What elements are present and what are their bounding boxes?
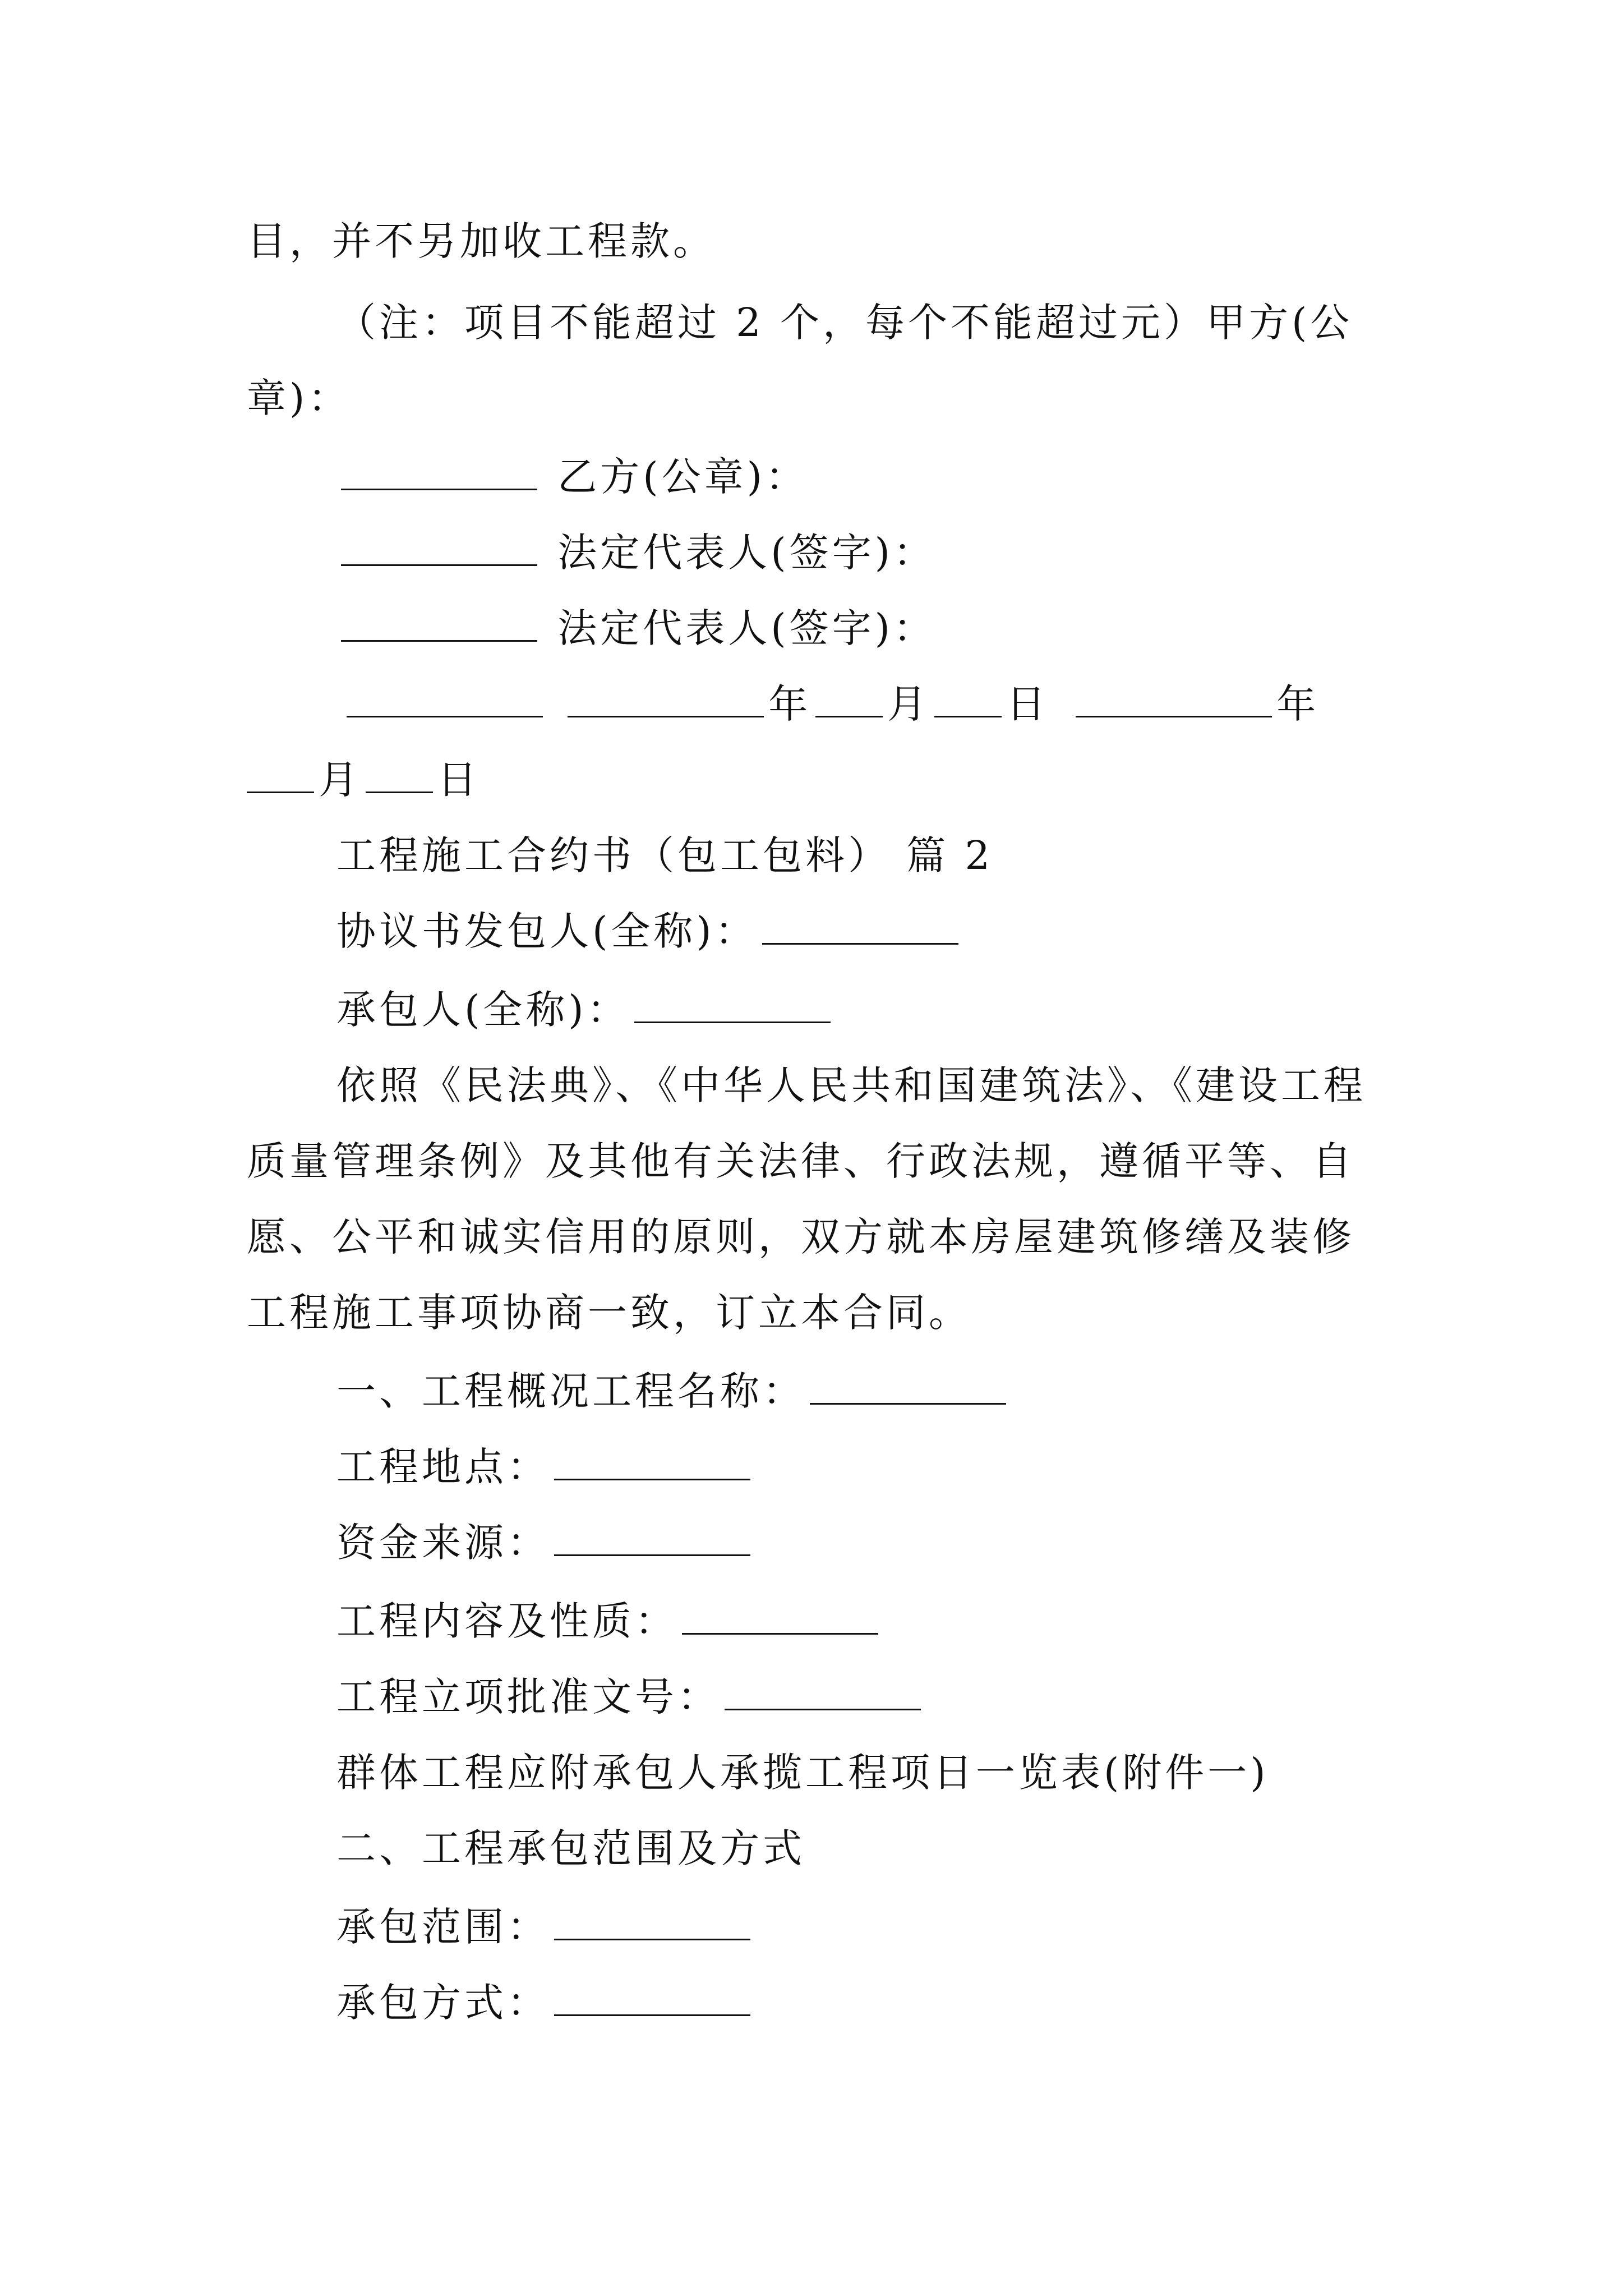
text: 日 — [437, 757, 480, 803]
text-line — [336, 1596, 883, 1646]
text: （注：项目不能超过 2 个，每个不能超过元）甲方(公 — [336, 300, 1353, 346]
text-line — [336, 1977, 755, 2028]
blank-field — [634, 987, 831, 1023]
blank-field — [725, 1674, 921, 1710]
text-line — [336, 1902, 755, 1952]
text: 工程施工事项协商一致，订立本合同。 — [247, 1290, 971, 1336]
text-line — [336, 1442, 755, 1492]
blank-field — [341, 530, 537, 566]
text: 愿、公平和诚实信用的原则，双方就本房屋建筑修缮及装修 — [247, 1214, 1355, 1260]
text: 章)： — [247, 375, 351, 421]
section-title — [336, 830, 993, 881]
text: 质量管理条例》及其他有关法律、行政法规，遵循平等、自 — [247, 1138, 1355, 1184]
text: 承包方式： — [336, 1980, 550, 2026]
blank-field — [554, 1980, 750, 2016]
text-line — [336, 1747, 1269, 1798]
text: 承包人(全称)： — [336, 987, 630, 1033]
text: 月 — [319, 757, 361, 803]
signature-line — [336, 527, 936, 578]
text-line — [336, 1517, 755, 1568]
text: 法定代表人(签字)： — [557, 605, 936, 651]
blank-field — [366, 757, 433, 793]
blank-field — [810, 1368, 1006, 1405]
text: 月 — [887, 681, 930, 727]
text: 工程内容及性质： — [336, 1598, 677, 1644]
paragraph-line — [247, 1212, 1355, 1262]
text: 日 — [1006, 681, 1049, 727]
signature-line — [336, 603, 936, 654]
text: 工程立项批准文号： — [336, 1674, 720, 1720]
text: 承包范围： — [336, 1904, 550, 1950]
text-line — [336, 297, 1353, 348]
blank-field — [682, 1598, 878, 1635]
section-title — [336, 1823, 805, 1874]
blank-field — [762, 908, 958, 945]
blank-field — [341, 605, 537, 642]
blank-field — [247, 757, 314, 793]
paragraph-line — [247, 1287, 971, 1338]
paragraph-line — [336, 1060, 1366, 1111]
text: 资金来源： — [336, 1520, 550, 1566]
text: 目，并不另加收工程款。 — [247, 218, 716, 264]
signature-line — [336, 452, 808, 502]
text-line — [247, 373, 351, 424]
text: 工程地点： — [336, 1444, 550, 1490]
text: 协议书发包人(全称)： — [336, 908, 758, 954]
text-line — [336, 906, 963, 956]
blank-field — [1076, 681, 1272, 717]
blank-field — [341, 454, 537, 490]
text-line — [336, 984, 835, 1035]
text-line — [336, 1366, 1011, 1416]
text: 年 — [768, 681, 811, 727]
text: 法定代表人(签字)： — [557, 530, 936, 576]
blank-field — [554, 1904, 750, 1940]
text: 工程施工合约书（包工包料） 篇 2 — [336, 832, 994, 878]
text-line — [247, 216, 716, 266]
text: 依照《民法典》、《中华人民共和国建筑法》、《建设工程 — [336, 1062, 1366, 1108]
blank-field — [934, 681, 1002, 717]
text: 一、工程概况工程名称： — [336, 1368, 805, 1414]
text: 乙方(公章)： — [557, 454, 808, 500]
text: 年 — [1276, 681, 1320, 727]
blank-field — [554, 1444, 750, 1480]
blank-field — [347, 681, 543, 717]
date-line — [342, 679, 1319, 729]
text-line — [336, 1672, 925, 1722]
blank-field — [554, 1520, 750, 1556]
blank-field — [568, 681, 764, 717]
text: 二、工程承包范围及方式 — [336, 1825, 805, 1871]
blank-field — [815, 681, 883, 717]
date-line — [247, 754, 480, 805]
text: 群体工程应附承包人承揽工程项日一览表(附件一) — [336, 1750, 1269, 1796]
paragraph-line — [247, 1136, 1355, 1186]
